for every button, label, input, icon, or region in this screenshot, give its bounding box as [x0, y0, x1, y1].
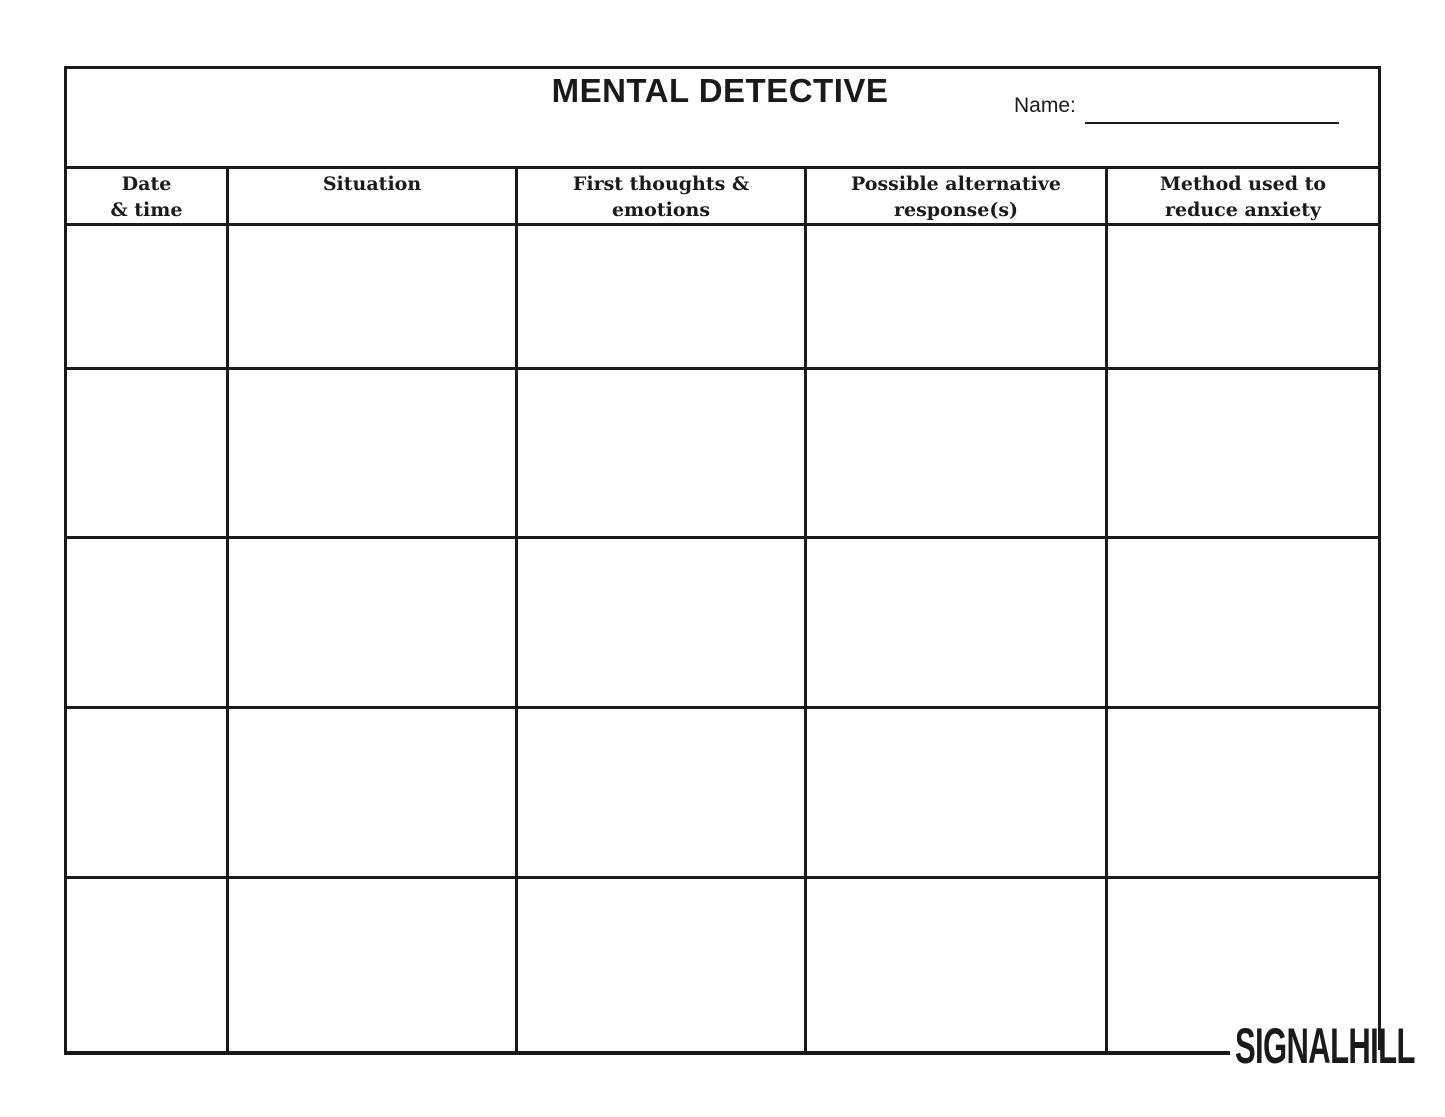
header-top-border — [64, 166, 1381, 169]
table-cell[interactable] — [1108, 539, 1378, 706]
signalhill-logo: SIGNALHILL — [1235, 1018, 1415, 1074]
table-cell[interactable] — [67, 539, 226, 706]
table-cell[interactable] — [807, 879, 1105, 1052]
table-cell[interactable] — [518, 539, 804, 706]
table-cell[interactable] — [1108, 709, 1378, 876]
table-cell[interactable] — [67, 709, 226, 876]
table-cell[interactable] — [807, 226, 1105, 367]
table-cell[interactable] — [229, 226, 515, 367]
table-cell[interactable] — [518, 709, 804, 876]
table-cell[interactable] — [807, 539, 1105, 706]
table-cell[interactable] — [518, 879, 804, 1052]
table-cell[interactable] — [518, 226, 804, 367]
table-cell[interactable] — [807, 370, 1105, 536]
table-cell[interactable] — [67, 226, 226, 367]
table-cell[interactable] — [1108, 226, 1378, 367]
table-cell[interactable] — [229, 539, 515, 706]
name-field[interactable] — [1085, 122, 1339, 124]
table-cell[interactable] — [229, 879, 515, 1052]
table-cell[interactable] — [518, 370, 804, 536]
header-date-time: Date & time — [110, 173, 183, 221]
table-cell[interactable] — [1108, 370, 1378, 536]
name-label: Name: — [1014, 94, 1076, 117]
header-method: Method used to reduce anxiety — [1159, 173, 1327, 221]
table-cell[interactable] — [229, 709, 515, 876]
header-alternative-responses: Possible alternative response(s) — [851, 173, 1061, 221]
table-cell[interactable] — [67, 879, 226, 1052]
frame-right-border — [1378, 66, 1381, 1050]
header-first-thoughts: First thoughts & emotions — [572, 173, 750, 221]
table-cell[interactable] — [229, 370, 515, 536]
table-cell[interactable] — [67, 370, 226, 536]
header-situation: Situation — [322, 173, 422, 195]
worksheet-title: MENTAL DETECTIVE — [551, 72, 889, 109]
table-cell[interactable] — [807, 709, 1105, 876]
